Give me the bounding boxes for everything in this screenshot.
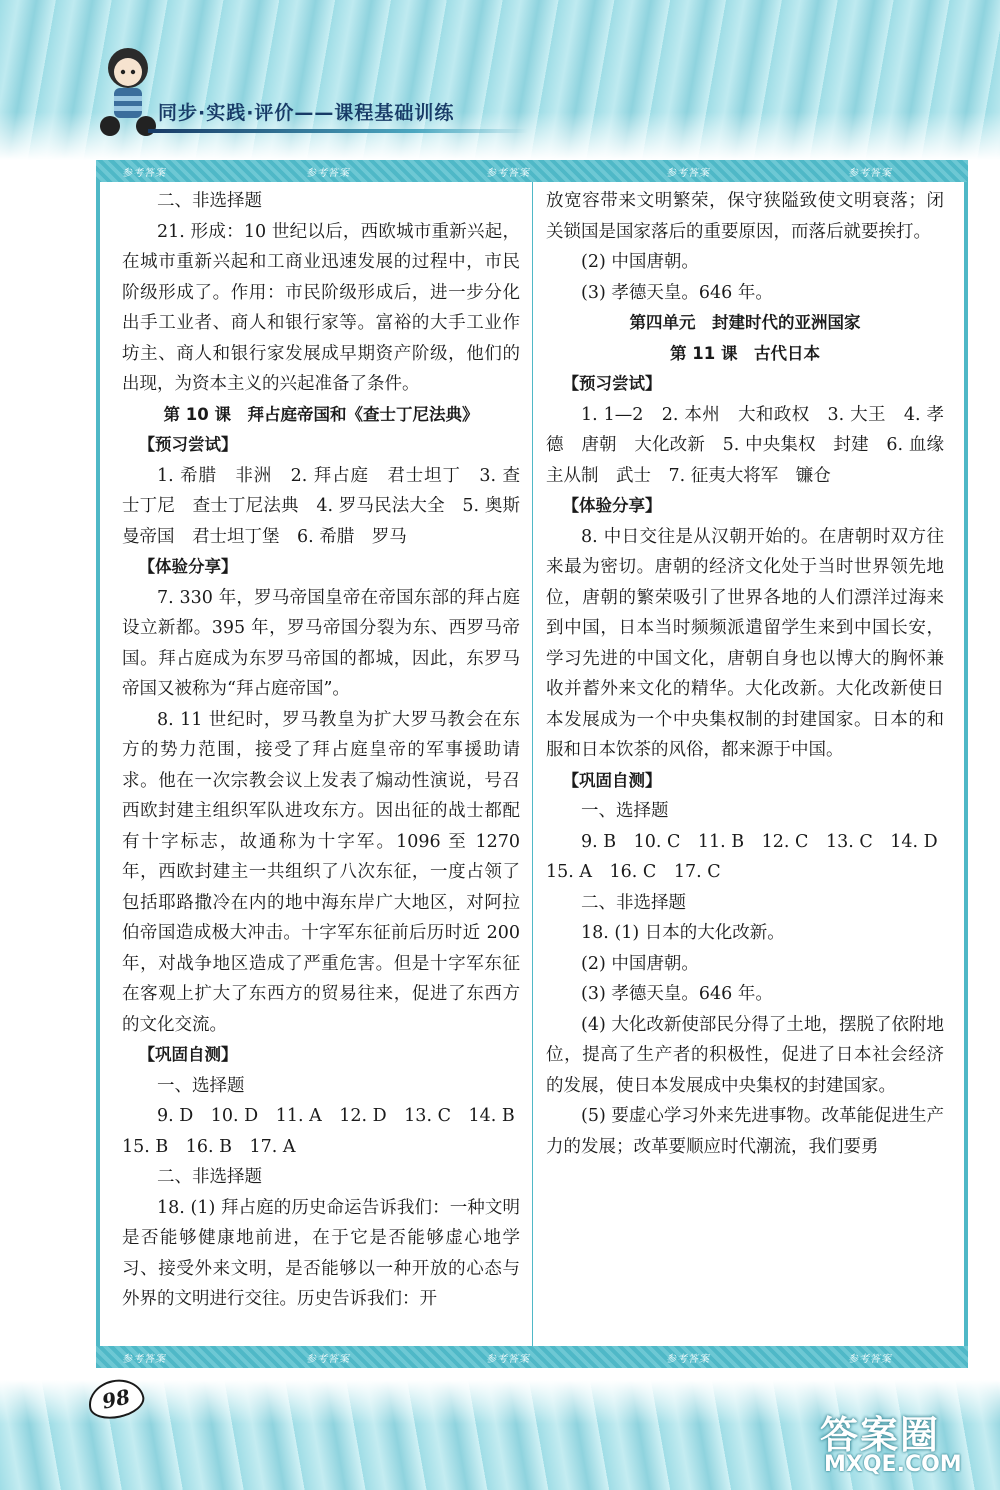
answer-frame-left xyxy=(96,182,100,1346)
frame-label: 参考答案 xyxy=(486,1354,530,1365)
title-underline xyxy=(148,129,528,133)
frame-label: 参考答案 xyxy=(122,168,166,179)
choice-answers: 9. B 10. C 11. B 12. C 13. C 14. D xyxy=(581,831,938,852)
choice-answers: 15. A 16. C 17. C xyxy=(546,862,721,882)
answer-frame-right xyxy=(964,182,968,1346)
frame-label: 参考答案 xyxy=(486,168,530,179)
site-watermark xyxy=(820,1404,980,1480)
frame-label: 参考答案 xyxy=(306,168,350,179)
section-heading: 【体验分享】 xyxy=(562,496,662,515)
subsection-heading: 二、非选择题 xyxy=(157,1167,262,1187)
answer-paragraph: (2) 中国唐朝。 xyxy=(581,252,699,272)
choice-answers: 9. D 10. D 11. A 12. D 13. C 14. B xyxy=(157,1106,515,1126)
mascot-illustration xyxy=(98,40,158,140)
choice-answers: 15. B 16. B 17. A xyxy=(122,1136,296,1157)
lesson-title: 第 11 课 古代日本 xyxy=(670,343,820,363)
answer-paragraph: (3) 孝德天皇。646 年。 xyxy=(581,984,773,1004)
answer-frame-bottom xyxy=(96,1346,968,1368)
section-heading: 【预习尝试】 xyxy=(138,435,238,454)
answer-paragraph: 放宽容带来文明繁荣，保守狭隘致使文明衰落；闭关锁国是国家落后的重要原因，而落后就要挨打。 xyxy=(546,191,944,242)
answer-paragraph: 1. 1—2 2. 本州 大和政权 3. 大王 4. 孝德 唐朝 大化改新 5. 中央集权 封建 6. 血缘 主从制 武士 7. 征夷大将军 镰仓 xyxy=(546,404,962,486)
frame-label: 参考答案 xyxy=(306,1354,350,1365)
series-title: 同步·实践·评价——课程基础训练 xyxy=(158,102,455,124)
answer-paragraph: 8. 11 世纪时，罗马教皇为扩大罗马教会在东方的势力范围，接受了拜占庭皇帝的军事援助请求。他在一次宗教会议上发表了煽动性演说，号召西欧封建主组织军队进攻东方。因出征的战士都配有十字标志，故通称为十字军。1096 至 1270 年，西欧封建主一共组织了八次东征，一度占领了包括耶路撒冷在内的地中海东岸广大地区，对阿拉伯帝国造成极大冲击。十字军东征前后历时近 200 年，对战争地区造成了严重危害。但是十字军东征在客观上扩大了东西方的贸易往来，促进了东西方的文化交流。 xyxy=(122,709,520,1035)
subsection-heading: 一、选择题 xyxy=(581,801,669,821)
frame-label: 参考答案 xyxy=(848,1354,892,1365)
column-divider xyxy=(532,182,533,1346)
answer-paragraph: 18. (1) 拜占庭的历史命运告诉我们：一种文明是否能够健康地前进，在于它是否能够虚心地学习、接受外来文明，是否能够以一种开放的心态与外界的文明进行交往。历史告诉我们：开 xyxy=(122,1197,520,1309)
answer-paragraph: (4) 大化改新使部民分得了土地，摆脱了依附地位，提高了生产者的积极性，促进了日本社会经济的发展，使日本发展成中央集权的封建国家。 xyxy=(546,1014,944,1096)
answer-paragraph: 21. 形成：10 世纪以后，西欧城市重新兴起，在城市重新兴起和工商业迅速发展的过程中，市民阶级形成了。作用：市民阶级形成后，进一步分化出手工业者、商人和银行家等。富裕的大手工业作坊主、商人和银行家发展成早期资产阶级，他们的出现，为资本主义的兴起准备了条件。 xyxy=(122,221,520,394)
answer-paragraph: (3) 孝德天皇。646 年。 xyxy=(581,282,773,303)
answer-paragraph: 8. 中日交往是从汉朝开始的。在唐朝时双方往来最为密切。唐朝的经济文化处于当时世界领先地位，唐朝的繁荣吸引了世界各地的人们漂洋过海来到中国，日本当时频频派遣留学生来到中国长安，学习先进的中国文化，唐朝自身也以博大的胸怀兼收并蓄外来文化的精华。大化改新。大化改新使日本发展成为一个中央集权制的封建国家。日本的和服和日本饮茶的风俗，都来源于中国。 xyxy=(546,526,944,760)
answer-paragraph: (2) 中国唐朝。 xyxy=(581,953,699,974)
answer-paragraph: 1. 希腊 非洲 2. 拜占庭 君士坦丁 3. 查士丁尼 查士丁尼法典 4. 罗马民法大全 5. 奥斯曼帝国 君士坦丁堡 6. 希腊 罗马 xyxy=(122,465,520,547)
frame-label: 参考答案 xyxy=(122,1354,166,1365)
unit-title: 第四单元 封建时代的亚洲国家 xyxy=(629,313,861,332)
watermark-logo-text: 答案圈 xyxy=(820,1413,941,1457)
right-column xyxy=(546,186,962,1162)
section-heading: 【预习尝试】 xyxy=(562,374,662,393)
section-heading: 【巩固自测】 xyxy=(138,1045,238,1064)
subsection-heading: 二、非选择题 xyxy=(581,892,686,913)
subsection-heading: 二、非选择题 xyxy=(157,191,262,211)
section-heading: 【巩固自测】 xyxy=(562,770,662,790)
watermark-url: MXQE.COM xyxy=(824,1452,962,1477)
answer-paragraph: (5) 要虚心学习外来先进事物。改革能促进生产力的发展；改革要顺应时代潮流，我们要勇 xyxy=(546,1106,944,1157)
frame-label: 参考答案 xyxy=(666,1354,710,1365)
page-number: 98 xyxy=(85,1375,148,1424)
subsection-heading: 一、选择题 xyxy=(157,1075,245,1096)
answer-paragraph: 18. (1) 日本的大化改新。 xyxy=(581,923,785,943)
lesson-title: 第 10 课 拜占庭帝国和《查士丁尼法典》 xyxy=(163,404,479,424)
answer-frame-top xyxy=(96,160,968,182)
frame-label: 参考答案 xyxy=(666,168,710,179)
frame-label: 参考答案 xyxy=(848,168,892,179)
answer-paragraph: 7. 330 年，罗马帝国皇帝在帝国东部的拜占庭设立新都。395 年，罗马帝国分裂为东、西罗马帝国。拜占庭成为东罗马帝国的都城，因此，东罗马帝国又被称为“拜占庭帝国”。 xyxy=(122,587,520,699)
section-heading: 【体验分享】 xyxy=(138,557,238,576)
left-column xyxy=(122,186,520,1315)
